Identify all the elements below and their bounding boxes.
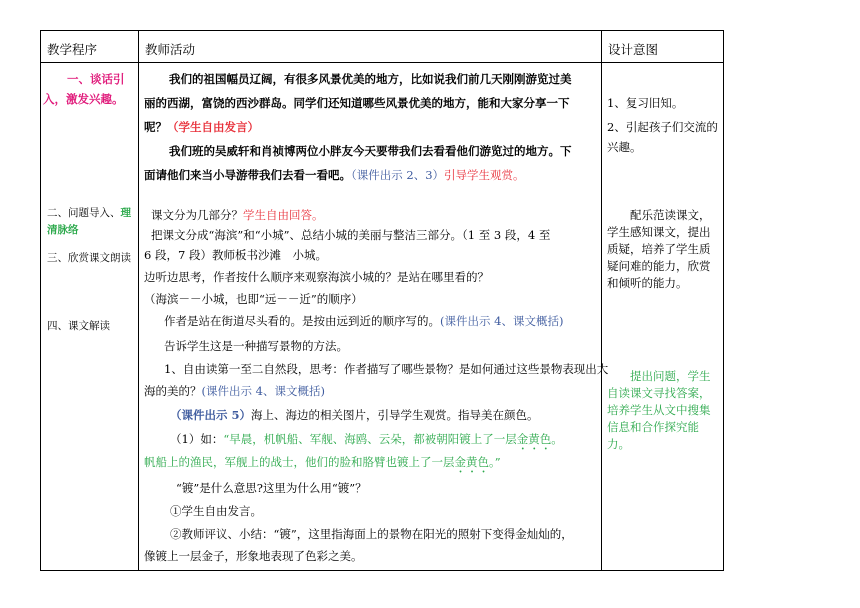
listen-think-question: 边听边思考，作者按什么顺序来观察海滨小城的？是站在哪里看的？ — [144, 270, 489, 284]
teacher-summary-line-2: 像镀上一层金子，形象地表现了色彩之美。 — [144, 549, 363, 563]
step-1-line-1: 一、谈话引 — [67, 72, 125, 86]
intro-paragraph-line-3: 呢？（学生自由发言） — [144, 120, 259, 134]
student-speak: ①学生自由发言。 — [170, 504, 262, 518]
step-3: 三、欣赏课文朗读 — [47, 252, 131, 264]
teacher-summary-line-1: ②教师评议、小结：“镀”，这里指海面上的景物在阳光的照射下变得金灿灿的， — [170, 527, 573, 541]
lesson-plan-table — [40, 30, 724, 571]
quote-line-2: 帆船上的渔民，军舰上的战士，他们的脸和胳臂也镀上了一层金黄色。” — [144, 455, 501, 469]
author-viewpoint: 作者是站在街道尽头看的。是按由远到近的顺序写的。(课件出示 4、课文概括) — [164, 314, 564, 328]
intent-1: 1、复习旧知。 — [607, 96, 684, 110]
courseware-5-line: （课件出示 5）海上、海边的相关图片，引导学生观赏。指导美在颜色。 — [170, 408, 539, 422]
intent-3: 配乐范读课文，学生感知课文，提出质疑，培养了学生质疑问难的能力，欣赏和倾听的能力。 — [607, 208, 711, 290]
intent-2-line-1: 2、引起孩子们交流的 — [607, 120, 718, 134]
division-line-2: 6 段，7 段）教师板书沙滩 小城。 — [144, 248, 327, 262]
header-design-intent: 设计意图 — [608, 42, 659, 57]
guide-paragraph-line-1: 我们班的吴威轩和肖祯博两位小胖友今天要带我们去看看他们游览过的地方。下 — [169, 144, 572, 158]
column-divider-2 — [601, 31, 602, 570]
step-1-line-2: 入，激发兴趣。 — [43, 92, 124, 106]
question-parts: 课文分为几部分？学生自由回答。 — [151, 208, 324, 222]
division-line-1: 把课文分成“海滨”和“小城”、总结小城的美丽与整洁三部分。（1 至 3 段，4 至 — [151, 228, 551, 242]
intent-4: 提出问题，学生自读课文寻找答案，培养学生从文中搜集信息和合作探究能力。 — [607, 369, 711, 451]
reading-task-line-1: 1、自由读第一至二自然段，思考：作者描写了哪些景物？是如何通过这些景物表现出大 — [164, 362, 609, 376]
method-note: 告诉学生这是一种描写景物的方法。 — [164, 339, 348, 353]
du-question: “镀”是什么意思?这里为什么用“镀”？ — [176, 481, 367, 495]
column-divider-1 — [138, 31, 139, 570]
header-divider — [41, 62, 723, 63]
order-note: （海滨－－小城，也即“远－－近”的顺序） — [144, 292, 363, 306]
guide-paragraph-line-2: 面请他们来当小导游带我们去看一看吧。（课件出示 2、3）引导学生观赏。 — [144, 168, 525, 182]
step-2-line-2: 清脉络 — [47, 224, 79, 236]
header-teacher-activity: 教师活动 — [145, 42, 196, 57]
step-2-line-1: 二、问题导入、理 — [47, 207, 131, 219]
reading-task-line-2: 海的美的？(课件出示 4、课文概括) — [144, 384, 325, 398]
intro-paragraph-line-1: 我们的祖国幅员辽阔，有很多风景优美的地方，比如说我们前几天刚刚游览过美 — [169, 72, 572, 86]
quote-line-1: （1）如：“早晨，机帆船、军舰、海鸥、云朵，都被朝阳镀上了一层金黄色。 — [170, 432, 563, 446]
intent-2-line-2: 兴趣。 — [607, 140, 642, 154]
header-procedure: 教学程序 — [47, 42, 98, 57]
step-4: 四、课文解读 — [47, 320, 110, 332]
intro-paragraph-line-2: 丽的西湖，富饶的西沙群岛。同学们还知道哪些风景优美的地方，能和大家分享一下 — [144, 96, 570, 110]
